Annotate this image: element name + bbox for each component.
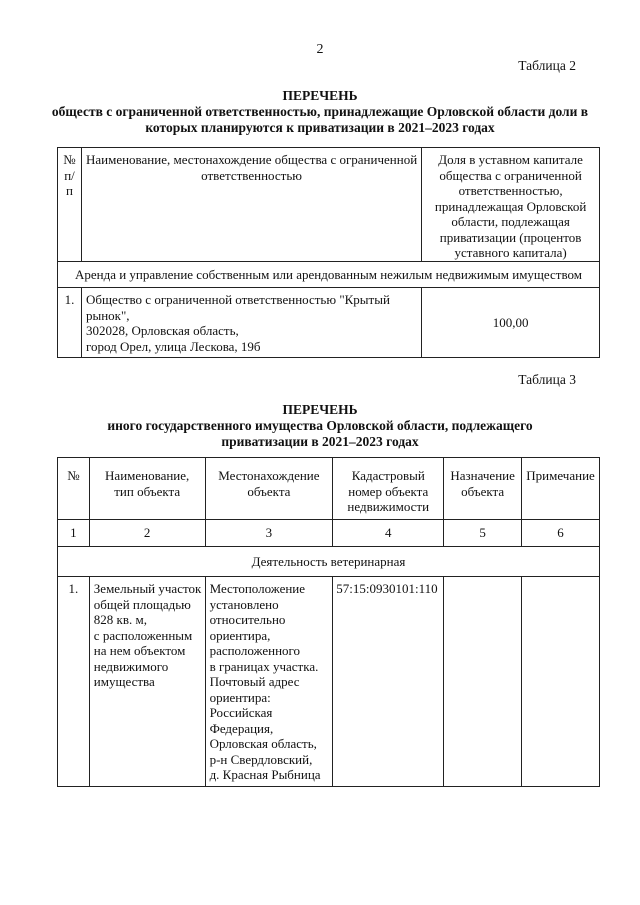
table3-header-cadastral: Кадастровый номер объекта недвижимости [333,458,444,520]
table3-colnum-6: 6 [522,520,600,547]
table2 [57,147,600,358]
table3-section-label: Деятельность ветеринарная [58,547,600,577]
table3-colnum-1: 1 [58,520,90,547]
table3-colnum-4: 4 [333,520,444,547]
table2-row1-num: 1. [58,288,82,358]
table3-row1-location: Местоположение установлено относительно ориентира, расположенного в границах участка. Почтовый адрес ориентира: Российская Федерация, Орловская область, р-н Свердловский, д. Красная Рыбница [205,577,333,787]
page-number: 2 [316,42,324,57]
table3-row1-purpose [444,577,522,787]
table2-header-name: Наименование, местонахождение общества с ограниченной ответственностью [81,148,421,262]
table3-row1-note [522,577,600,787]
table3-header-name: Наименование, тип объекта [89,458,205,520]
table3-header-purpose: Назначение объекта [444,458,522,520]
table2-row1-share: 100,00 [422,288,600,358]
table2-label: Таблица 2 [518,58,576,73]
table3-header-row [58,458,600,520]
table3-section-row [58,547,600,577]
table3 [57,457,600,787]
table2-header-num: № п/ п [58,148,82,262]
table2-header-row [58,148,600,262]
table2-row1-name: Общество с ограниченной ответственностью "Крытый рынок", 302028, Орловская область, город Орел, улица Лескова, 19б [81,288,421,358]
table3-row1-cadastral: 57:15:0930101:110 [333,577,444,787]
table3-colnum-5: 5 [444,520,522,547]
table-row [58,288,600,358]
table3-label: Таблица 3 [518,372,576,387]
table3-header-note: Примечание [522,458,600,520]
table3-colnum-3: 3 [205,520,333,547]
table3-row1-name: Земельный участок общей площадью 828 кв. м, с расположенным на нем объектом недвижимого имущества [89,577,205,787]
table3-header-num: № [58,458,90,520]
table3-row1-num: 1. [58,577,90,787]
table2-title: ПЕРЕЧЕНЬ обществ с ограниченной ответственностью, принадлежащие Орловской области доли в которых планируются к приватизации в 2021–2023 годах [51,88,589,135]
table3-colnum-2: 2 [89,520,205,547]
table2-header-share: Доля в уставном капитале общества с ограниченной ответственностью, принадлежащая Орловской области, подлежащая приватизации (процентов уставного капитала) [422,148,600,262]
table2-section-label: Аренда и управление собственным или арендованным нежилым недвижимым имуществом [58,262,600,288]
table3-title: ПЕРЕЧЕНЬ иного государственного имущества Орловской области, подлежащего приватизации в 2021–2023 годах [107,402,533,449]
table2-section-row [58,262,600,288]
table3-col-numbers-row [58,520,600,547]
table-row [58,577,600,787]
table3-header-location: Местонахождение объекта [205,458,333,520]
